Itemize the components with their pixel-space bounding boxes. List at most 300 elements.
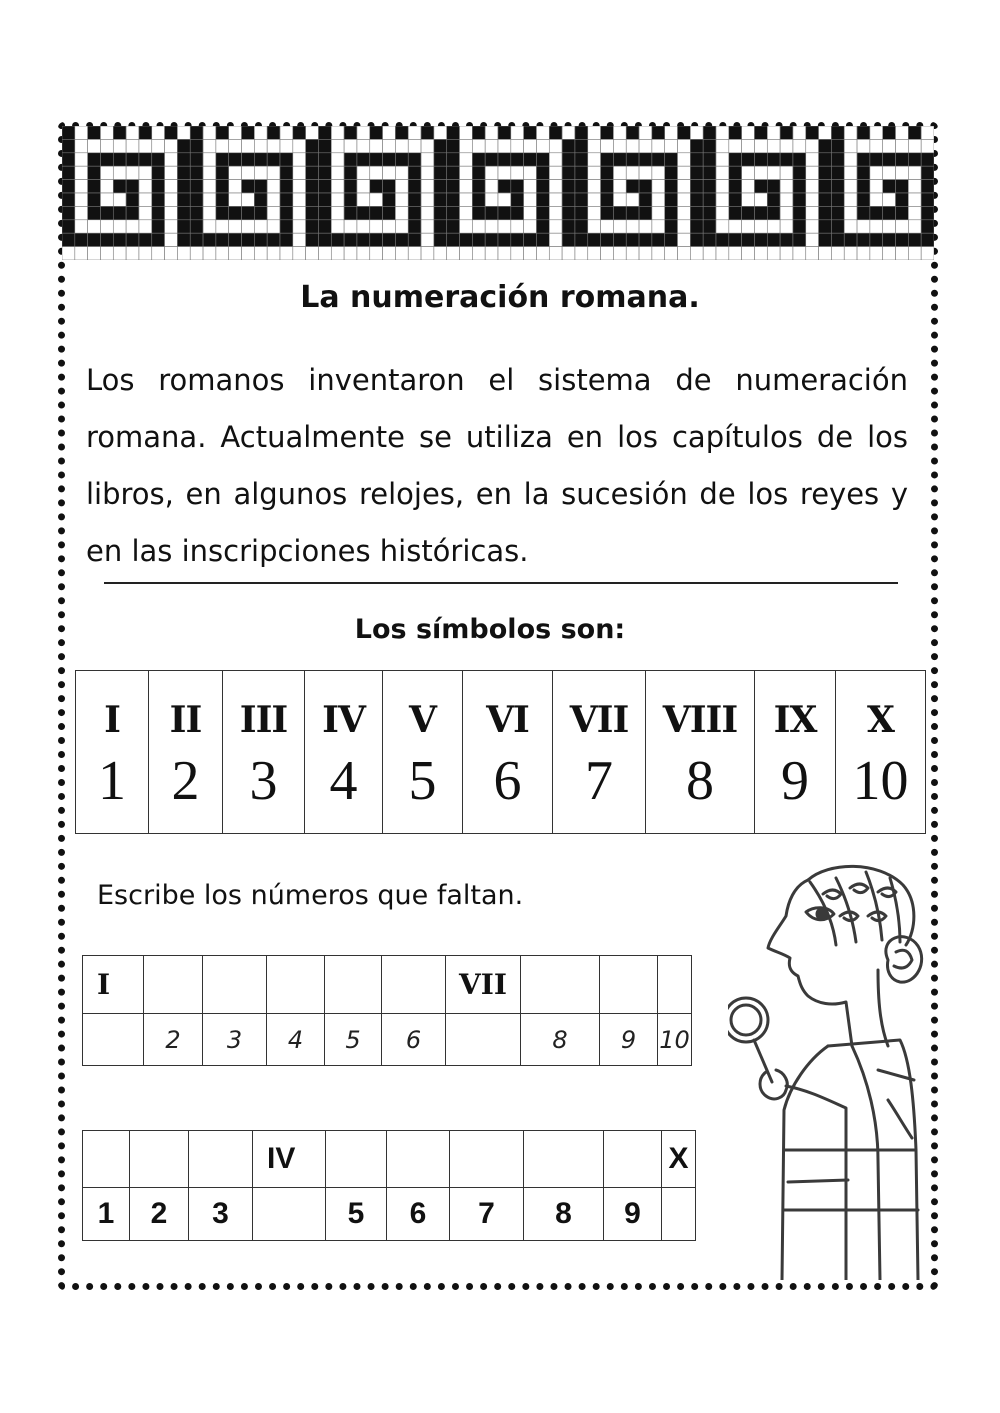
greek-key-cell (729, 206, 742, 219)
greek-key-cell (383, 220, 396, 233)
greek-key-cell (549, 206, 562, 219)
greek-key-cell (908, 166, 921, 179)
exercise-1-roman-cell: I (83, 956, 144, 1014)
greek-key-cell (742, 206, 755, 219)
greek-key-cell (844, 153, 857, 166)
symbol-arabic-cell: 7 (553, 741, 646, 834)
symbol-roman-cell: X (836, 671, 926, 742)
greek-key-cell (139, 220, 152, 233)
greek-key-cell (395, 166, 408, 179)
greek-key-cell (190, 166, 203, 179)
greek-key-cell (370, 126, 383, 139)
exercise-1-roman-cell: VII (446, 956, 521, 1014)
greek-key-cell (357, 233, 370, 246)
greek-key-cell (216, 139, 229, 152)
greek-key-cell (613, 233, 626, 246)
greek-key-cell (729, 193, 742, 206)
greek-key-cell (690, 126, 703, 139)
exercise-1-roman-cell[interactable] (203, 956, 267, 1014)
greek-key-cell (75, 166, 88, 179)
greek-key-cell (819, 247, 832, 260)
exercise-2-arabic-cell[interactable] (662, 1188, 696, 1241)
greek-key-cell (139, 206, 152, 219)
greek-key-cell (383, 139, 396, 152)
greek-key-cell (588, 206, 601, 219)
greek-key-cell (549, 166, 562, 179)
greek-key-cell (793, 220, 806, 233)
greek-key-cell (229, 166, 242, 179)
greek-key-cell (408, 193, 421, 206)
greek-key-cell (331, 206, 344, 219)
greek-key-cell (318, 233, 331, 246)
greek-key-cell (536, 126, 549, 139)
exercise-2-roman-cell[interactable] (189, 1131, 253, 1188)
greek-key-cell (665, 220, 678, 233)
greek-key-cell (806, 247, 819, 260)
greek-key-cell (485, 220, 498, 233)
greek-key-cell (549, 220, 562, 233)
exercise-1-arabic-cell: 6 (382, 1014, 446, 1066)
greek-key-cell (921, 233, 934, 246)
greek-key-cell (216, 193, 229, 206)
greek-key-cell (165, 126, 178, 139)
greek-key-cell (318, 220, 331, 233)
greek-key-cell (857, 180, 870, 193)
greek-key-cell (331, 180, 344, 193)
symbol-roman-cell: IV (305, 671, 383, 742)
greek-key-cell (267, 153, 280, 166)
greek-key-cell (767, 193, 780, 206)
greek-key-cell (242, 153, 255, 166)
greek-key-cell (62, 153, 75, 166)
greek-key-cell (113, 206, 126, 219)
greek-key-cell (831, 126, 844, 139)
greek-key-cell (267, 139, 280, 152)
greek-key-cell (152, 126, 165, 139)
greek-key-cell (601, 193, 614, 206)
symbol-arabic-cell: 3 (223, 741, 305, 834)
greek-key-cell (177, 220, 190, 233)
greek-key-cell (716, 166, 729, 179)
greek-key-cell (62, 166, 75, 179)
greek-key-cell (75, 126, 88, 139)
greek-key-cell (242, 193, 255, 206)
greek-key-cell (678, 126, 691, 139)
symbol-arabic-cell: 5 (383, 741, 463, 834)
greek-key-cell (152, 180, 165, 193)
greek-key-cell (216, 153, 229, 166)
greek-key-cell (524, 233, 537, 246)
greek-key-cell (203, 206, 216, 219)
greek-key-cell (229, 139, 242, 152)
greek-key-cell (139, 126, 152, 139)
greek-key-cell (652, 247, 665, 260)
exercise-1-roman-cell[interactable] (600, 956, 658, 1014)
greek-key-cell (921, 220, 934, 233)
greek-key-cell (62, 126, 75, 139)
greek-key-cell (293, 247, 306, 260)
greek-key-cell (460, 220, 473, 233)
greek-key-cell (331, 166, 344, 179)
greek-key-cell (421, 180, 434, 193)
greek-key-cell (293, 166, 306, 179)
exercise-1-arabic-cell: 8 (521, 1014, 600, 1066)
greek-key-cell (601, 247, 614, 260)
greek-key-cell (229, 247, 242, 260)
greek-key-cell (293, 206, 306, 219)
greek-key-cell (357, 180, 370, 193)
greek-key-cell (524, 206, 537, 219)
greek-key-cell (908, 233, 921, 246)
greek-key-cell (344, 233, 357, 246)
greek-key-cell (421, 220, 434, 233)
greek-key-cell (229, 233, 242, 246)
greek-key-cell (395, 220, 408, 233)
greek-key-cell (421, 166, 434, 179)
exercise-1-roman-cell[interactable] (521, 956, 600, 1014)
greek-key-cell (126, 153, 139, 166)
greek-key-cell (793, 180, 806, 193)
greek-key-cell (806, 206, 819, 219)
greek-key-cell (498, 126, 511, 139)
greek-key-cell (665, 180, 678, 193)
greek-key-cell (216, 180, 229, 193)
greek-key-cell (203, 180, 216, 193)
greek-key-cell (652, 166, 665, 179)
greek-key-cell (100, 166, 113, 179)
greek-key-cell (793, 139, 806, 152)
exercise-2-roman-cell[interactable] (524, 1131, 604, 1188)
greek-key-cell (908, 126, 921, 139)
exercise-1-roman-cell[interactable] (382, 956, 446, 1014)
greek-key-cell (639, 126, 652, 139)
greek-key-cell (844, 139, 857, 152)
greek-key-cell (716, 126, 729, 139)
greek-key-cell (524, 153, 537, 166)
greek-key-cell (857, 153, 870, 166)
greek-key-cell (434, 193, 447, 206)
exercise-2-roman-cell[interactable] (326, 1131, 387, 1188)
greek-key-cell (524, 247, 537, 260)
greek-key-cell (921, 193, 934, 206)
greek-key-cell (100, 206, 113, 219)
greek-key-cell (498, 180, 511, 193)
exercise-2-arabic-cell: 5 (326, 1188, 387, 1241)
greek-key-cell (318, 180, 331, 193)
symbol-roman-cell: II (149, 671, 223, 742)
greek-key-cell (639, 153, 652, 166)
greek-key-cell (806, 126, 819, 139)
greek-key-cell (601, 166, 614, 179)
exercise-1-arabic-cell[interactable] (83, 1014, 144, 1066)
greek-key-cell (293, 126, 306, 139)
greek-key-cell (318, 247, 331, 260)
greek-key-cell (216, 247, 229, 260)
greek-key-cell (383, 233, 396, 246)
greek-key-cell (395, 233, 408, 246)
exercise-1-roman-cell[interactable] (325, 956, 382, 1014)
greek-key-cell (88, 153, 101, 166)
intro-paragraph: Los romanos inventaron el sistema de numeración romana. Actualmente se utiliza en los capítulos de los libros, en algunos relojes, en la sucesión de los reyes y en las inscripciones históricas. (86, 363, 908, 568)
greek-key-cell (844, 166, 857, 179)
greek-key-cell (229, 126, 242, 139)
greek-key-cell (536, 206, 549, 219)
greek-key-cell (883, 220, 896, 233)
greek-key-cell (485, 233, 498, 246)
greek-key-cell (100, 180, 113, 193)
greek-key-cell (870, 153, 883, 166)
greek-key-cell (639, 206, 652, 219)
exercise-2-table (82, 1130, 696, 1241)
exercise-2-roman-cell[interactable] (387, 1131, 450, 1188)
greek-key-cell (139, 247, 152, 260)
greek-key-cell (690, 247, 703, 260)
greek-key-cell (549, 180, 562, 193)
greek-key-cell (216, 233, 229, 246)
greek-key-cell (242, 180, 255, 193)
greek-key-cell (177, 233, 190, 246)
greek-key-cell (896, 126, 909, 139)
greek-key-cell (844, 247, 857, 260)
greek-key-cell (742, 139, 755, 152)
greek-key-cell (908, 206, 921, 219)
greek-key-cell (383, 126, 396, 139)
exercise-2-roman-cell[interactable] (604, 1131, 662, 1188)
greek-key-cell (819, 206, 832, 219)
symbol-arabic-cell: 4 (305, 741, 383, 834)
greek-key-cell (229, 153, 242, 166)
greek-key-cell (100, 220, 113, 233)
greek-key-cell (344, 126, 357, 139)
greek-key-cell (703, 206, 716, 219)
greek-key-cell (742, 233, 755, 246)
greek-key-cell (690, 220, 703, 233)
greek-key-cell (896, 153, 909, 166)
greek-key-cell (88, 193, 101, 206)
greek-key-cell (831, 139, 844, 152)
greek-key-cell (601, 220, 614, 233)
greek-key-cell (152, 233, 165, 246)
greek-key-cell (113, 193, 126, 206)
greek-key-cell (703, 193, 716, 206)
greek-key-cell (254, 180, 267, 193)
greek-key-cell (190, 153, 203, 166)
greek-key-cell (806, 139, 819, 152)
greek-key-cell (626, 233, 639, 246)
greek-key-cell (177, 126, 190, 139)
greek-key-cell (254, 220, 267, 233)
greek-key-cell (896, 193, 909, 206)
greek-key-cell (190, 233, 203, 246)
greek-key-cell (780, 193, 793, 206)
greek-key-cell (767, 180, 780, 193)
greek-key-cell (742, 126, 755, 139)
greek-key-cell (254, 153, 267, 166)
greek-key-cell (434, 126, 447, 139)
greek-key-cell (408, 153, 421, 166)
greek-key-cell (767, 153, 780, 166)
greek-key-cell (857, 166, 870, 179)
greek-key-cell (306, 126, 319, 139)
exercise-2-roman-cell[interactable] (83, 1131, 130, 1188)
greek-key-cell (408, 166, 421, 179)
exercise-2-arabic-cell: 8 (524, 1188, 604, 1241)
greek-key-cell (280, 166, 293, 179)
greek-key-cell (536, 153, 549, 166)
greek-key-cell (190, 193, 203, 206)
greek-key-cell (793, 247, 806, 260)
exercise-2-arabic-cell[interactable] (253, 1188, 326, 1241)
greek-key-cell (819, 153, 832, 166)
greek-key-cell (280, 247, 293, 260)
symbol-arabic-cell: 10 (836, 741, 926, 834)
greek-key-cell (88, 206, 101, 219)
greek-key-cell (370, 220, 383, 233)
greek-key-cell (472, 139, 485, 152)
greek-key-cell (229, 206, 242, 219)
greek-key-cell (344, 247, 357, 260)
greek-key-cell (331, 220, 344, 233)
exercise-2-roman-cell: X (662, 1131, 696, 1188)
greek-key-cell (511, 180, 524, 193)
greek-key-cell (460, 193, 473, 206)
greek-key-cell (267, 193, 280, 206)
greek-key-cell (870, 220, 883, 233)
greek-key-cell (780, 139, 793, 152)
greek-key-cell (177, 153, 190, 166)
greek-key-cell (485, 139, 498, 152)
greek-key-cell (844, 180, 857, 193)
greek-key-cell (921, 180, 934, 193)
greek-key-cell (370, 153, 383, 166)
greek-key-cell (690, 166, 703, 179)
greek-key-cell (588, 233, 601, 246)
greek-key-cell (408, 247, 421, 260)
greek-key-cell (626, 247, 639, 260)
greek-key-cell (511, 126, 524, 139)
greek-key-cell (472, 233, 485, 246)
greek-key-cell (716, 153, 729, 166)
greek-key-cell (870, 180, 883, 193)
greek-key-cell (844, 220, 857, 233)
greek-key-cell (152, 206, 165, 219)
greek-key-cell (100, 233, 113, 246)
greek-key-cell (165, 166, 178, 179)
greek-key-cell (344, 206, 357, 219)
greek-key-cell (742, 153, 755, 166)
greek-key-cell (126, 166, 139, 179)
exercise-1-roman-cell[interactable] (267, 956, 325, 1014)
greek-key-cell (62, 180, 75, 193)
greek-key-cell (370, 166, 383, 179)
greek-key-cell (562, 166, 575, 179)
greek-key-cell (883, 233, 896, 246)
greek-key-cell (626, 166, 639, 179)
greek-key-cell (870, 233, 883, 246)
greek-key-cell (588, 153, 601, 166)
greek-key-cell (639, 139, 652, 152)
exercise-2-roman-cell[interactable] (450, 1131, 524, 1188)
greek-key-cell (447, 233, 460, 246)
greek-key-cell (203, 220, 216, 233)
greek-key-cell (703, 220, 716, 233)
greek-key-cell (498, 233, 511, 246)
greek-key-cell (460, 153, 473, 166)
greek-key-cell (75, 180, 88, 193)
greek-key-cell (703, 180, 716, 193)
greek-key-cell (613, 153, 626, 166)
greek-key-cell (806, 166, 819, 179)
greek-key-cell (421, 193, 434, 206)
greek-key-cell (665, 153, 678, 166)
greek-key-cell (742, 180, 755, 193)
greek-key-cell (383, 153, 396, 166)
greek-key-cell (357, 126, 370, 139)
exercise-1-roman-cell[interactable] (658, 956, 692, 1014)
greek-key-cell (562, 206, 575, 219)
greek-key-cell (165, 139, 178, 152)
divider (104, 582, 898, 584)
greek-key-cell (434, 220, 447, 233)
greek-key-cell (242, 247, 255, 260)
greek-key-cell (601, 126, 614, 139)
greek-key-cell (626, 153, 639, 166)
greek-key-cell (870, 139, 883, 152)
greek-key-cell (460, 166, 473, 179)
greek-key-cell (318, 166, 331, 179)
greek-key-cell (780, 220, 793, 233)
greek-key-cell (357, 153, 370, 166)
greek-key-cell (921, 126, 934, 139)
greek-key-cell (318, 206, 331, 219)
greek-key-cell (613, 166, 626, 179)
greek-key-cell (165, 180, 178, 193)
greek-key-cell (908, 247, 921, 260)
greek-key-cell (665, 206, 678, 219)
greek-key-cell (562, 180, 575, 193)
greek-key-cell (447, 166, 460, 179)
greek-key-cell (267, 233, 280, 246)
greek-key-cell (152, 139, 165, 152)
greek-key-cell (216, 220, 229, 233)
greek-key-cell (536, 233, 549, 246)
greek-key-cell (921, 166, 934, 179)
greek-key-cell (601, 180, 614, 193)
greek-key-cell (318, 139, 331, 152)
greek-key-cell (472, 193, 485, 206)
greek-key-cell (100, 139, 113, 152)
greek-key-cell (883, 139, 896, 152)
symbol-roman-cell: VI (463, 671, 553, 742)
greek-key-cell (511, 153, 524, 166)
greek-key-cell (139, 233, 152, 246)
exercise-1-arabic-cell[interactable] (446, 1014, 521, 1066)
greek-key-cell (754, 126, 767, 139)
greek-key-cell (575, 220, 588, 233)
exercise-1-roman-cell[interactable] (144, 956, 203, 1014)
greek-key-cell (690, 193, 703, 206)
greek-key-cell (562, 153, 575, 166)
exercise-2-arabic-cell: 6 (387, 1188, 450, 1241)
greek-key-cell (331, 193, 344, 206)
greek-key-cell (472, 247, 485, 260)
greek-key-cell (767, 233, 780, 246)
greek-key-cell (742, 166, 755, 179)
greek-key-cell (408, 139, 421, 152)
exercise-2-roman-cell[interactable] (130, 1131, 189, 1188)
greek-key-cell (549, 193, 562, 206)
greek-key-cell (819, 180, 832, 193)
